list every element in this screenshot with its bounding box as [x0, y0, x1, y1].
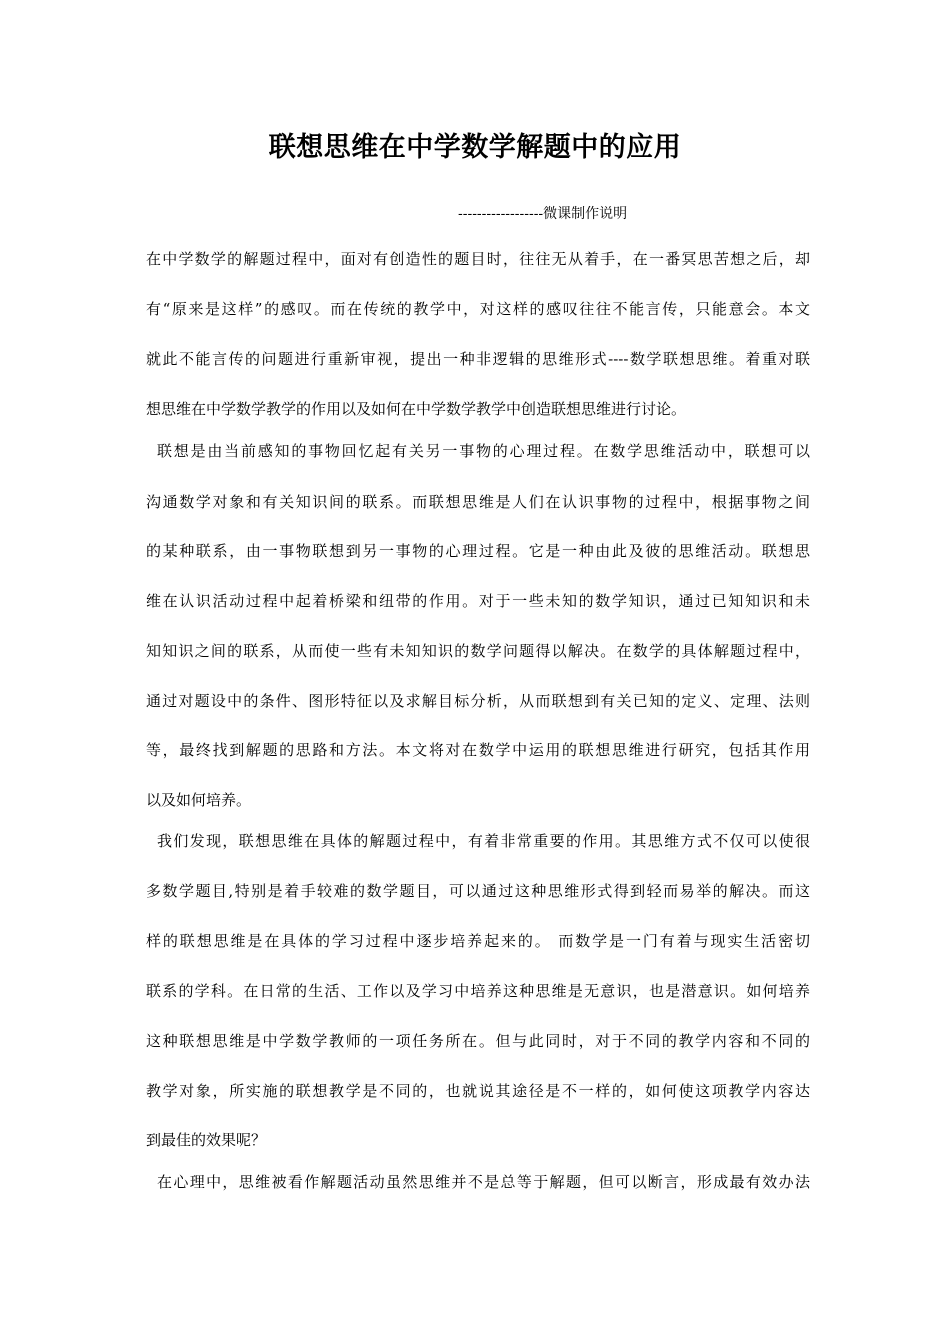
paragraph-line: 维在认识活动过程中起着桥梁和纽带的作用。对于一些未知的数学知识，通过已知知识和未 — [146, 592, 810, 610]
paragraph-line: 联想是由当前感知的事物回忆起有关另一事物的心理过程。在数学思维活动中，联想可以 — [157, 442, 810, 460]
document-subtitle: ------------------微课制作说明 — [458, 206, 628, 222]
paragraph-line: 就此不能言传的问题进行重新审视，提出一种非逻辑的思维形式----数学联想思维。着重对联 — [146, 350, 810, 368]
paragraph-line: 我们发现，联想思维在具体的解题过程中，有着非常重要的作用。其思维方式不仅可以使很 — [157, 832, 810, 850]
paragraph-line: 教学对象，所实施的联想教学是不同的，也就说其途径是不一样的，如何使这项教学内容达 — [146, 1082, 810, 1100]
paragraph-line: 到最佳的效果呢？ — [146, 1131, 267, 1149]
paragraph-line: 以及如何培养。 — [146, 791, 252, 809]
paragraph-line: 等，最终找到解题的思路和方法。本文将对在数学中运用的联想思维进行研究，包括其作用 — [146, 741, 810, 759]
paragraph-line: 在心理中，思维被看作解题活动虽然思维并不是总等于解题，但可以断言，形成最有效办法 — [157, 1173, 810, 1191]
paragraph-line: 沟通数学对象和有关知识间的联系。而联想思维是人们在认识事物的过程中，根据事物之间 — [146, 493, 810, 511]
paragraph-line: 有“原来是这样”的感叹。而在传统的教学中，对这样的感叹往往不能言传，只能意会。本文 — [146, 300, 810, 318]
document-title: 联想思维在中学数学解题中的应用 — [268, 132, 682, 163]
paragraph-line: 联系的学科。在日常的生活、工作以及学习中培养这种思维是无意识，也是潜意识。如何培养 — [146, 982, 810, 1000]
paragraph-line: 知知识之间的联系，从而使一些有未知知识的数学问题得以解决。在数学的具体解题过程中， — [146, 642, 810, 660]
paragraph-line: 通过对题设中的条件、图形特征以及求解目标分析，从而联想到有关已知的定义、定理、法则 — [146, 692, 810, 710]
paragraph-line: 这种联想思维是中学数学教师的一项任务所在。但与此同时，对于不同的教学内容和不同的 — [146, 1032, 810, 1050]
paragraph-line: 的某种联系，由一事物联想到另一事物的心理过程。它是一种由此及彼的思维活动。联想思 — [146, 542, 810, 560]
paragraph-line: 想思维在中学数学教学的作用以及如何在中学数学教学中创造联想思维进行讨论。 — [146, 400, 687, 418]
paragraph-line: 多数学题目,特别是着手较难的数学题目，可以通过这种思维形式得到轻而易举的解决。而这 — [146, 882, 810, 900]
paragraph-line: 样的联想思维是在具体的学习过程中逐步培养起来的。 而数学是一门有着与现实生活密切 — [146, 932, 810, 950]
paragraph-line: 在中学数学的解题过程中，面对有创造性的题目时，往往无从着手，在一番冥思苦想之后，却 — [146, 250, 810, 268]
